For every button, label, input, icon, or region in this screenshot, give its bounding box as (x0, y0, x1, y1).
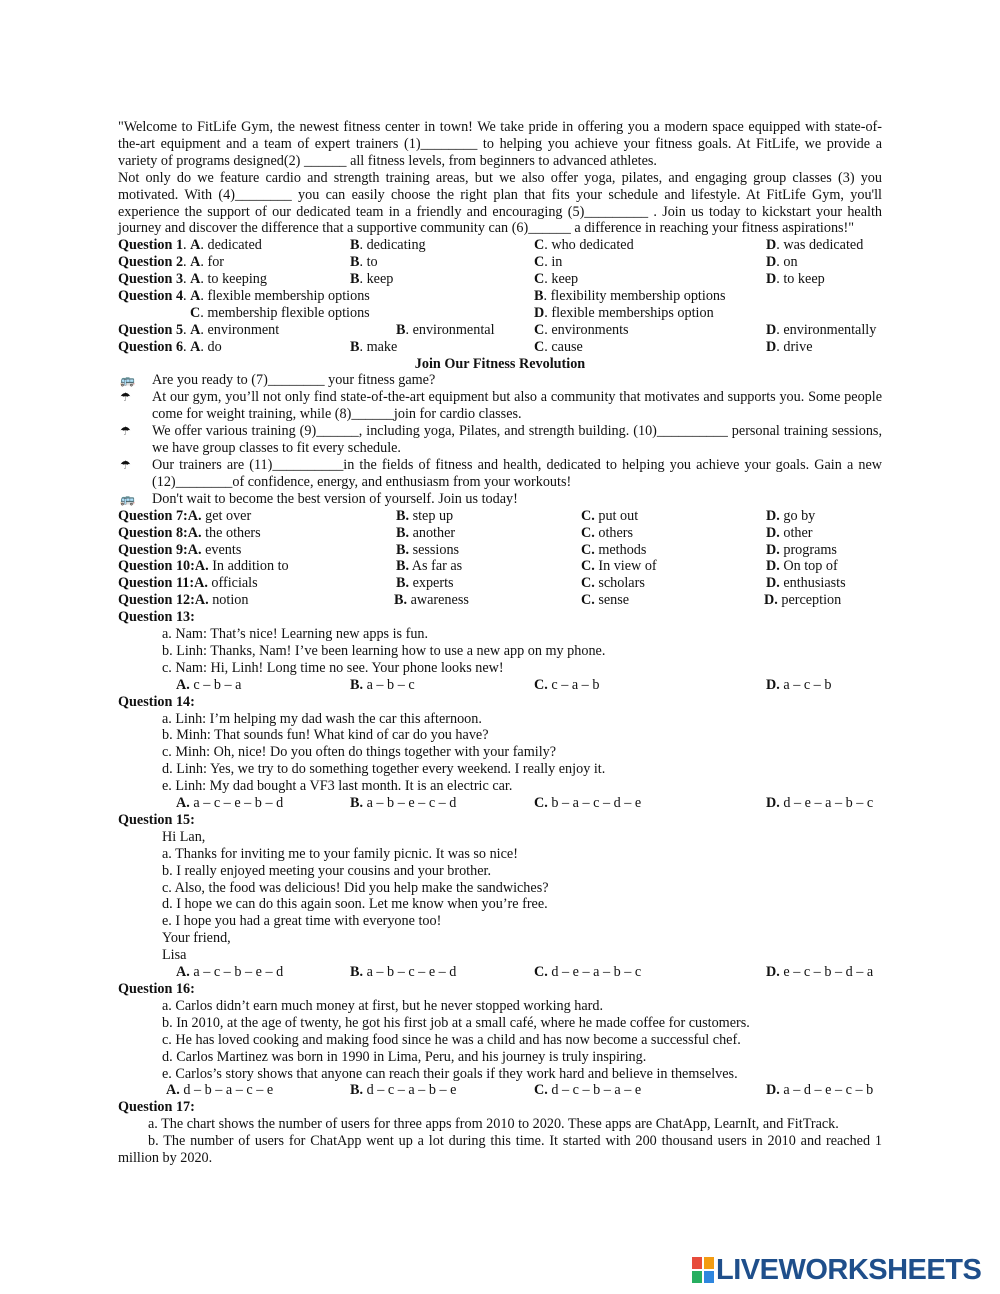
question-14-line: e. Linh: My dad bought a VF3 last month. It is an electric car. (162, 778, 513, 795)
section-title: Join Our Fitness Revolution (414, 355, 586, 372)
option-15a[interactable]: a – c – b – e – d (193, 964, 284, 981)
option-1c[interactable]: who dedicated (551, 237, 634, 254)
option-15c[interactable]: d – e – a – b – c (551, 964, 642, 981)
question-14-line: d. Linh: Yes, we try to do something together every weekend. I really enjoy it. (162, 761, 606, 778)
question-15-line: Lisa (162, 947, 187, 964)
bullet-2: ☂ At our gym, you’ll not only find state-of-the-art equipment but also a community that motivates and supports you. Some people come for weight training, while (8)______join for cardio classes. (120, 389, 882, 423)
option-4a[interactable]: flexible membership options (207, 288, 370, 305)
question-14-line: b. Minh: That sounds fun! What kind of car do you have? (162, 727, 489, 744)
option-14a[interactable]: a – c – e – b – d (193, 795, 284, 812)
option-5d[interactable]: environmentally (783, 321, 877, 338)
question-16-options: A. d – b – a – c – e B. d – c – a – b – e C. d – c – b – a – e D. a – d – e – c – b (166, 1082, 874, 1099)
question-8: Question 8:A. the others B. another C. others D. other (118, 524, 813, 541)
option-12c[interactable]: sense (598, 592, 630, 609)
option-16b[interactable]: d – c – a – b – e (366, 1082, 457, 1099)
bullet-4: ☂ Our trainers are (11)__________in the fields of fitness and health, dedicated to helping you achieve your goals. Gain a new (12)________of confidence, energy, and enthusiasm from your workouts! (120, 457, 882, 490)
option-3d[interactable]: to keep (783, 271, 825, 288)
bus-icon: 🚌 (120, 373, 135, 388)
option-3c[interactable]: keep (551, 271, 579, 288)
option-12d[interactable]: perception (781, 592, 842, 609)
option-9c[interactable]: methods (598, 541, 647, 558)
option-1d[interactable]: was dedicated (783, 237, 864, 254)
logo-icon (692, 1257, 714, 1283)
question-13-line: c. Nam: Hi, Linh! Long time no see. Your phone looks new! (162, 659, 504, 676)
question-15-label: Question 15: (118, 811, 195, 828)
option-11a[interactable]: officials (211, 575, 258, 592)
bullet-1: 🚌 Are you ready to (7)________ your fitness game? (120, 372, 436, 389)
question-16-line: a. Carlos didn’t earn much money at first, but he never stopped working hard. (162, 997, 604, 1014)
option-4c[interactable]: membership flexible options (207, 304, 370, 321)
option-16a[interactable]: d – b – a – c – e (183, 1082, 274, 1099)
option-8b[interactable]: another (412, 524, 456, 541)
option-13a[interactable]: c – b – a (193, 676, 242, 693)
option-10d[interactable]: On top of (783, 558, 838, 575)
intro-paragraph-1: "Welcome to FitLife Gym, the newest fitness center in town! We take pride in offering you a modern space equipped with state-of-the-art equipment and a team of expert trainers (1)________ to helping you achieve your fitness goals. At FitLife, we provide a variety of programs designed(2) ______ all fitness levels, from beginners to advanced athletes. (118, 119, 882, 169)
question-12: Question 12:A. notion B. awareness C. sense D. perception (118, 592, 842, 609)
question-4: Question 4. A. flexible membership options B. flexibility membership options (118, 288, 726, 305)
question-14-label: Question 14: (118, 693, 195, 710)
option-5a[interactable]: environment (207, 321, 280, 338)
option-11c[interactable]: scholars (598, 575, 645, 592)
bullet-5: 🚌 Don't wait to become the best version of yourself. Join us today! (120, 490, 518, 507)
question-16-line: e. Carlos’s story shows that anyone can reach their goals if they work hard and believe in themselves. (162, 1065, 738, 1082)
question-16-line: b. In 2010, at the age of twenty, he got his first job at a small café, where he made coffee for customers. (162, 1014, 750, 1031)
option-9b[interactable]: sessions (412, 541, 460, 558)
intro-paragraph-2: Not only do we feature cardio and strength training areas, but we also offer yoga, pilates, and engaging group classes (3) you motivated. With (4)________ you can easily choose the right plan that fits your schedule and lifestyle. At FitLife Gym, you'll experience the support of our dedicated team in a friendly and encouraging (5)_________ . Join us today to kickstart your health journey and discover the difference that a supportive community can (6)______ a difference in reaching your fitness aspirations!" (118, 169, 882, 237)
option-6a[interactable]: do (207, 338, 222, 355)
option-12b[interactable]: awareness (410, 592, 469, 609)
option-2a[interactable]: for (207, 254, 225, 271)
option-4d[interactable]: flexible memberships option (551, 304, 714, 321)
question-17-label: Question 17: (118, 1099, 195, 1116)
option-13c[interactable]: c – a – b (551, 676, 600, 693)
option-15d[interactable]: e – c – b – d – a (783, 964, 874, 981)
question-16-label: Question 16: (118, 980, 195, 997)
option-8d[interactable]: other (783, 524, 813, 541)
option-6c[interactable]: cause (551, 338, 583, 355)
option-8a[interactable]: the others (205, 524, 261, 541)
option-7b[interactable]: step up (412, 507, 454, 524)
option-14b[interactable]: a – b – e – c – d (366, 795, 457, 812)
question-13-line: b. Linh: Thanks, Nam! I’ve been learning how to use a new app on my phone. (162, 642, 606, 659)
option-14c[interactable]: b – a – c – d – e (551, 795, 642, 812)
option-8c[interactable]: others (598, 524, 634, 541)
question-14-line: c. Minh: Oh, nice! Do you often do things together with your family? (162, 744, 557, 761)
option-7a[interactable]: get over (205, 507, 252, 524)
option-2c[interactable]: in (551, 254, 563, 271)
option-3b[interactable]: keep (366, 271, 394, 288)
umbrella-icon: ☂ (120, 458, 131, 473)
question-2: Question 2. A. for B. to C. in D. on (118, 254, 798, 271)
option-6b[interactable]: make (366, 338, 398, 355)
option-7d[interactable]: go by (783, 507, 816, 524)
question-5: Question 5. A. environment B. environmental C. environments D. environmentally (118, 321, 877, 338)
option-2d[interactable]: on (783, 254, 798, 271)
option-1b[interactable]: dedicating (366, 237, 426, 254)
question-7: Question 7:A. get over B. step up C. put out D. go by (118, 507, 816, 524)
question-3: Question 3. A. to keeping B. keep C. keep D. to keep (118, 271, 825, 288)
question-15-line: d. I hope we can do this again soon. Let me know when you’re free. (162, 896, 548, 913)
option-5c[interactable]: environments (551, 321, 629, 338)
logo-text: LIVEWORKSHEETS (716, 1254, 982, 1286)
option-13b[interactable]: a – b – c (366, 676, 415, 693)
option-16d[interactable]: a – d – e – c – b (783, 1082, 874, 1099)
option-1a[interactable]: dedicated (207, 237, 262, 254)
option-9a[interactable]: events (205, 541, 242, 558)
question-15-line: Your friend, (162, 930, 231, 947)
question-13-label: Question 13: (118, 609, 195, 626)
question-15-line: a. Thanks for inviting me to your family picnic. It was so nice! (162, 845, 518, 862)
option-10c[interactable]: In view of (598, 558, 657, 575)
question-9: Question 9:A. events B. sessions C. methods D. programs (118, 541, 837, 558)
question-16-line: c. He has loved cooking and making food since he was a child and has now become a successful chef. (162, 1031, 741, 1048)
question-15-line: c. Also, the food was delicious! Did you help make the sandwiches? (162, 879, 549, 896)
worksheet (118, 119, 882, 1167)
option-16c[interactable]: d – c – b – a – e (551, 1082, 642, 1099)
question-16-line: d. Carlos Martinez was born in 1990 in Lima, Peru, and his journey is truly inspiring. (162, 1048, 647, 1065)
bus-icon: 🚌 (120, 491, 135, 506)
question-17-line: b. The number of users for ChatApp went up a lot during this time. It started with 200 thousand users in 2010 and reached 1 million by 2020. (118, 1133, 882, 1167)
option-5b[interactable]: environmental (412, 321, 495, 338)
option-13d[interactable]: a – c – b (783, 676, 832, 693)
option-10a[interactable]: In addition to (212, 558, 289, 575)
question-15-line: b. I really enjoyed meeting your cousins and your brother. (162, 862, 491, 879)
question-1: Question 1. A. dedicated B. dedicating C. who dedicated D. was dedicated (118, 237, 864, 254)
option-14d[interactable]: d – e – a – b – c (783, 795, 874, 812)
question-15-line: Hi Lan, (162, 828, 206, 845)
question-14-line: a. Linh: I’m helping my dad wash the car this afternoon. (162, 710, 482, 727)
question-14-options: A. a – c – e – b – d B. a – b – e – c – d C. b – a – c – d – e D. d – e – a – b – c (176, 795, 874, 812)
option-12a[interactable]: notion (212, 592, 249, 609)
question-4-row-2: C. membership flexible options D. flexible memberships option (190, 304, 714, 321)
question-13-options: A. c – b – a B. a – b – c C. c – a – b D. a – c – b (176, 676, 832, 693)
bullet-3: ☂ We offer various training (9)______, including yoga, Pilates, and strength building. (10)__________ personal training sessions, we have group classes to fit every schedule. (120, 423, 882, 457)
option-2b[interactable]: to (366, 254, 378, 271)
option-11b[interactable]: experts (412, 575, 454, 592)
question-11: Question 11:A. officials B. experts C. scholars D. enthusiasts (118, 575, 846, 592)
umbrella-icon: ☂ (120, 424, 131, 439)
question-15-line: e. I hope you had a great time with everyone too! (162, 913, 442, 930)
option-9d[interactable]: programs (783, 541, 837, 558)
option-3a[interactable]: to keeping (207, 271, 267, 288)
liveworksheets-logo (692, 1255, 981, 1285)
question-6: Question 6. A. do B. make C. cause D. drive (118, 338, 813, 355)
option-10b[interactable]: As far as (411, 558, 463, 575)
question-17-line: a. The chart shows the number of users for three apps from 2010 to 2020. These apps are ChatApp, LearnIt, and FitTrack. (148, 1116, 839, 1133)
option-6d[interactable]: drive (783, 338, 813, 355)
option-4b[interactable]: flexibility membership options (550, 288, 726, 305)
question-13-line: a. Nam: That’s nice! Learning new apps is fun. (162, 625, 429, 642)
option-15b[interactable]: a – b – c – e – d (366, 964, 457, 981)
umbrella-icon: ☂ (120, 390, 131, 405)
option-11d[interactable]: enthusiasts (783, 575, 846, 592)
question-15-options: A. a – c – b – e – d B. a – b – c – e – d C. d – e – a – b – c D. e – c – b – d – a (176, 964, 874, 981)
question-10: Question 10:A. In addition to B. As far as C. In view of D. On top of (118, 558, 838, 575)
option-7c[interactable]: put out (598, 507, 639, 524)
